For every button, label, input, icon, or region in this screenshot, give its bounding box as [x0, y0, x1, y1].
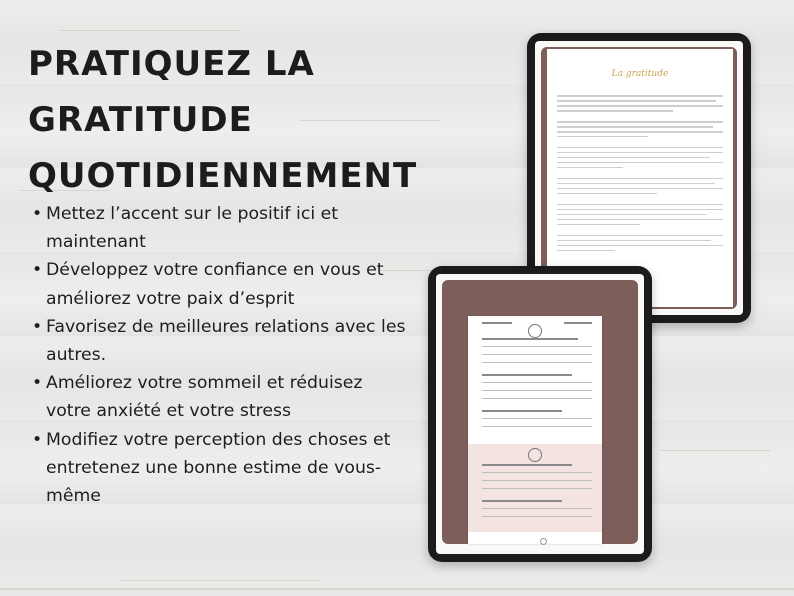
page-title [28, 36, 417, 204]
benefit-item: • Modifiez votre perception des choses et entretenez une bonne estime de vous-même [32, 426, 412, 511]
article-title: La gratitude [611, 69, 669, 79]
benefit-item: • Améliorez votre sommeil et réduisez votre anxiété et votre stress [32, 369, 412, 425]
tablet-screen [436, 274, 644, 554]
benefits-list [32, 200, 412, 510]
circle-icon [528, 448, 542, 462]
benefit-item: • Favorisez de meilleures relations avec les autres. [32, 313, 412, 369]
title-line-2: GRATITUDE [28, 100, 253, 140]
article-text [557, 95, 723, 255]
pink-section [468, 444, 602, 532]
benefit-item: • Mettez l’accent sur le positif ici et maintenant [32, 200, 412, 256]
benefit-item: • Développez votre confiance en vous et améliorez votre paix d’esprit [32, 256, 412, 312]
title-line-1: PRATIQUEZ LA [28, 44, 315, 84]
page-indicator [540, 538, 547, 545]
circle-icon [528, 324, 542, 338]
journal-sheet [468, 316, 602, 544]
title-line-3: QUOTIDIENNEMENT [28, 156, 418, 196]
tablet-journal [428, 266, 652, 562]
